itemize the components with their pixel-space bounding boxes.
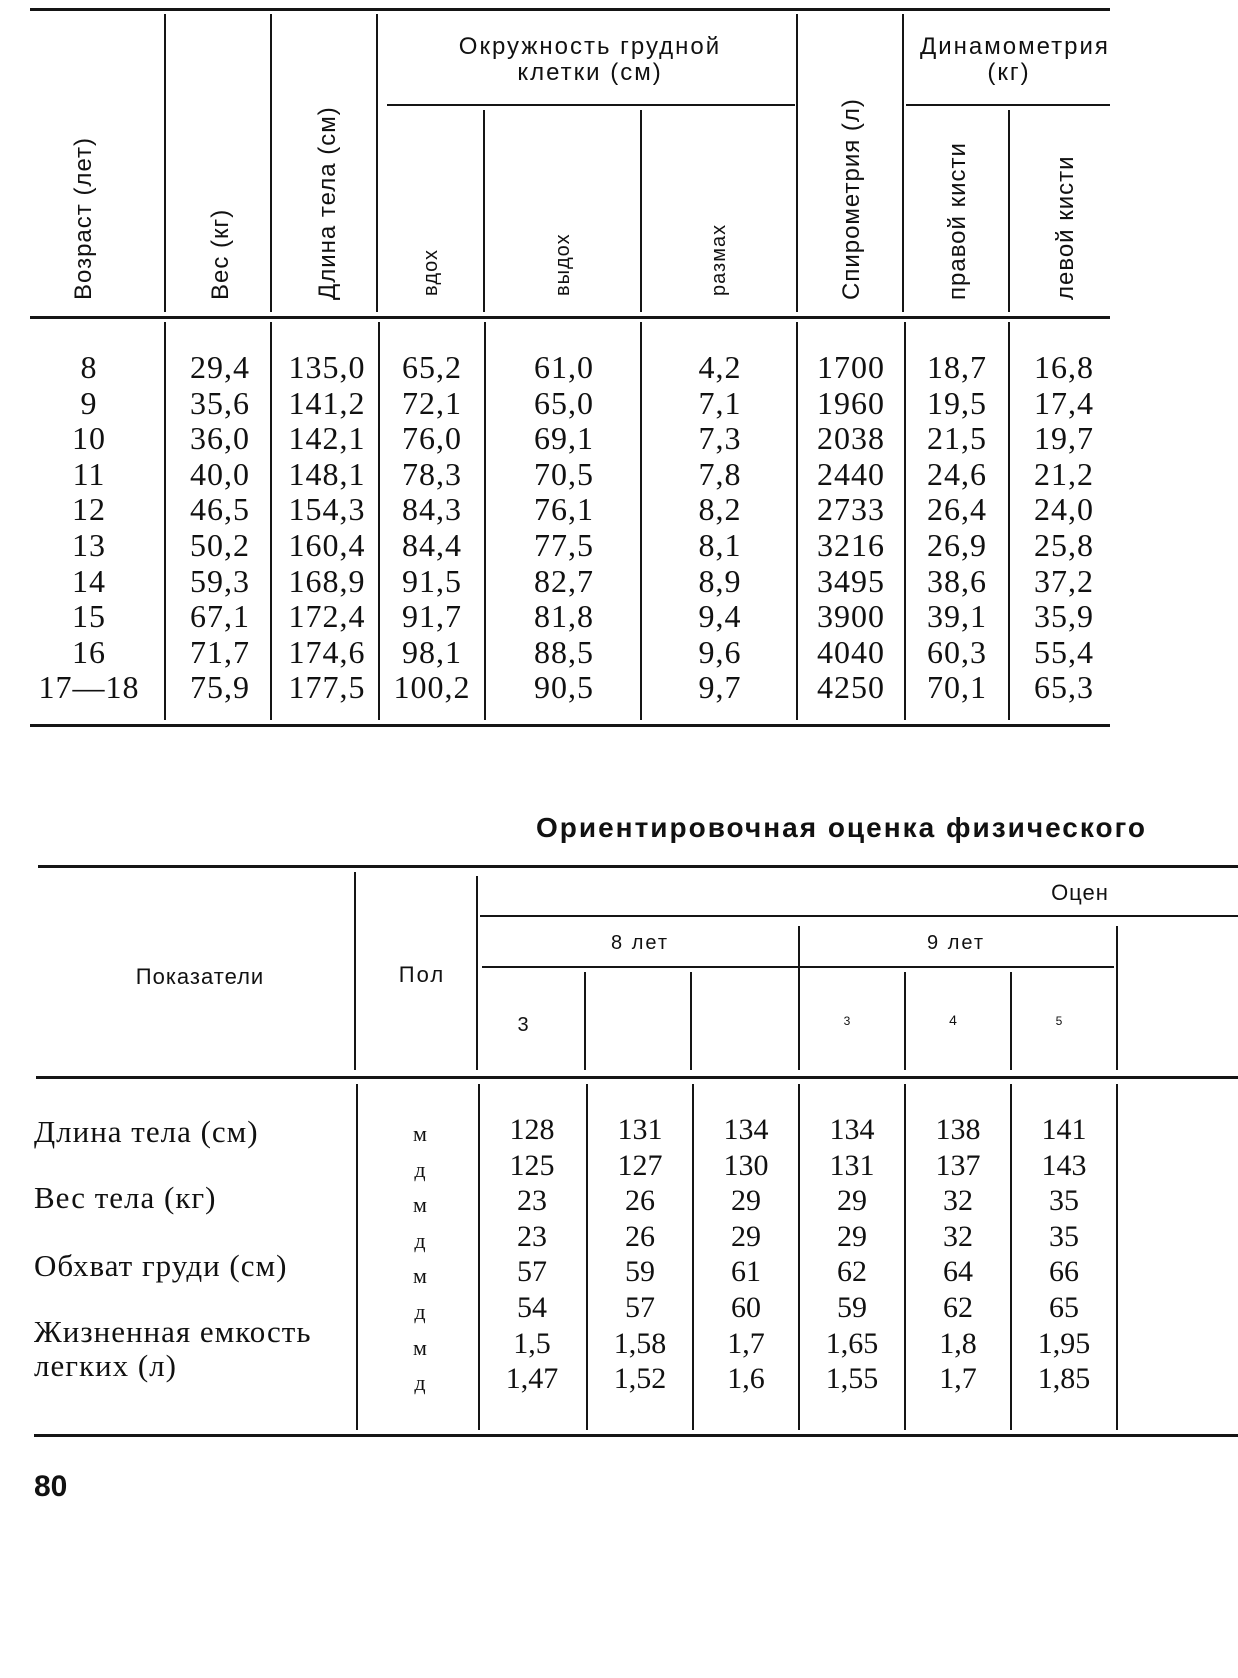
header-height: Длина тела (см) <box>314 106 341 300</box>
header-sex: Пол <box>398 962 446 987</box>
t2-vline <box>584 972 586 1070</box>
column-sex: м д м д м д м д <box>413 1121 427 1396</box>
header-age-9: 9 лет <box>927 932 985 954</box>
score-rule <box>480 915 1238 917</box>
header-dyn-right: правой кисти <box>944 142 971 300</box>
header-age-8: 8 лет <box>611 932 669 954</box>
column-8-grade-3: 134 130 29 29 61 60 1,7 1,6 <box>723 1113 769 1396</box>
t1-vline <box>902 14 904 312</box>
column-9-grade-1: 134 131 29 29 62 59 1,65 1,55 <box>825 1113 879 1396</box>
t2-vline <box>356 1084 358 1430</box>
row-label-vital-capacity-2: легких (л) <box>34 1348 177 1383</box>
t2-vline <box>354 872 356 1070</box>
column-spirometry: 1700 1960 2038 2440 2733 3216 3495 3900 4040 4250 <box>817 349 885 706</box>
t2-vline <box>1010 972 1012 1070</box>
t2-vline <box>904 972 906 1070</box>
header-indicators: Показатели <box>135 964 265 989</box>
table2-header-rule <box>36 1076 1238 1079</box>
header-spirometry: Спирометрия (л) <box>838 98 865 300</box>
header-dyn-left: левой кисти <box>1052 155 1079 300</box>
table2-caption: Ориентировочная оценка физического <box>536 812 1148 843</box>
t1-vline <box>640 110 642 312</box>
chest-group-rule <box>387 104 795 106</box>
table1-bottom-rule <box>30 724 1110 727</box>
column-9-grade-2: 138 137 32 32 64 62 1,8 1,7 <box>935 1113 981 1396</box>
header-score: Оцен <box>1051 880 1109 905</box>
row-label-weight: Вес тела (кг) <box>34 1180 217 1215</box>
row-label-vital-capacity: Жизненная емкость <box>34 1314 312 1349</box>
t1-vline <box>376 14 378 312</box>
t1-vline <box>270 14 272 312</box>
column-dyn-right: 18,7 19,5 21,5 24,6 26,4 26,9 38,6 39,1 60,3 70,1 <box>927 349 987 706</box>
column-range: 4,2 7,1 7,3 7,8 8,2 8,1 8,9 9,4 9,6 9,7 <box>698 349 742 706</box>
grade-8-1: 3 <box>517 1014 531 1036</box>
table2-bottom-rule <box>34 1434 1238 1437</box>
grade-9-2: 4 <box>949 1012 959 1028</box>
t2-vline <box>1116 926 1118 1070</box>
grade-9-3: 5 <box>1055 1014 1065 1028</box>
header-chest-group: Окружность грудной клетки (см) <box>458 33 722 86</box>
t2-vline <box>476 876 478 1070</box>
column-inhale: 65,2 72,1 76,0 78,3 84,3 84,4 91,5 91,7 98,1 100,2 <box>393 349 471 706</box>
header-chest-inhale: вдох <box>420 249 442 296</box>
column-exhale: 61,0 65,0 69,1 70,5 76,1 77,5 82,7 81,8 88,5 90,5 <box>534 349 594 706</box>
column-8-grade-2: 131 127 26 26 59 57 1,58 1,52 <box>613 1113 667 1396</box>
table1-top-rule <box>30 8 1110 11</box>
t1-vline <box>164 14 166 312</box>
page-number: 80 <box>34 1470 68 1503</box>
t2-vline <box>1116 1084 1118 1430</box>
column-height: 135,0 141,2 142,1 148,1 154,3 160,4 168,9 172,4 174,6 177,5 <box>288 349 366 706</box>
column-dyn-left: 16,8 17,4 19,7 21,2 24,0 25,8 37,2 35,9 55,4 65,3 <box>1034 349 1094 706</box>
column-9-grade-3: 141 143 35 35 66 65 1,95 1,85 <box>1037 1113 1091 1396</box>
t1-vline <box>1008 110 1010 312</box>
t1-vline <box>164 322 166 720</box>
grade-9-1: 3 <box>843 1014 853 1028</box>
t2-vline <box>690 972 692 1070</box>
header-weight: Вес (кг) <box>207 208 234 300</box>
t1-vline <box>483 110 485 312</box>
column-weight: 29,4 35,6 36,0 40,0 46,5 50,2 59,3 67,1 71,7 75,9 <box>190 349 250 706</box>
row-label-height: Длина тела (см) <box>34 1114 259 1149</box>
t2-vline <box>798 926 800 1070</box>
table1-header-rule <box>30 316 1110 319</box>
dyn-group-rule <box>906 104 1110 106</box>
header-chest-range: размах <box>708 223 730 296</box>
header-age: Возраст (лет) <box>70 137 97 300</box>
header-chest-exhale: выдох <box>552 233 574 296</box>
column-age: 8 9 10 11 12 13 14 15 16 17—18 <box>38 349 140 706</box>
table2-top-rule <box>38 865 1238 868</box>
column-8-grade-1: 128 125 23 23 57 54 1,5 1,47 <box>505 1113 559 1396</box>
t1-vline <box>796 14 798 312</box>
row-label-chest: Обхват груди (см) <box>34 1248 288 1283</box>
header-dyn-group: Динамометрия (кг) <box>920 33 1110 86</box>
